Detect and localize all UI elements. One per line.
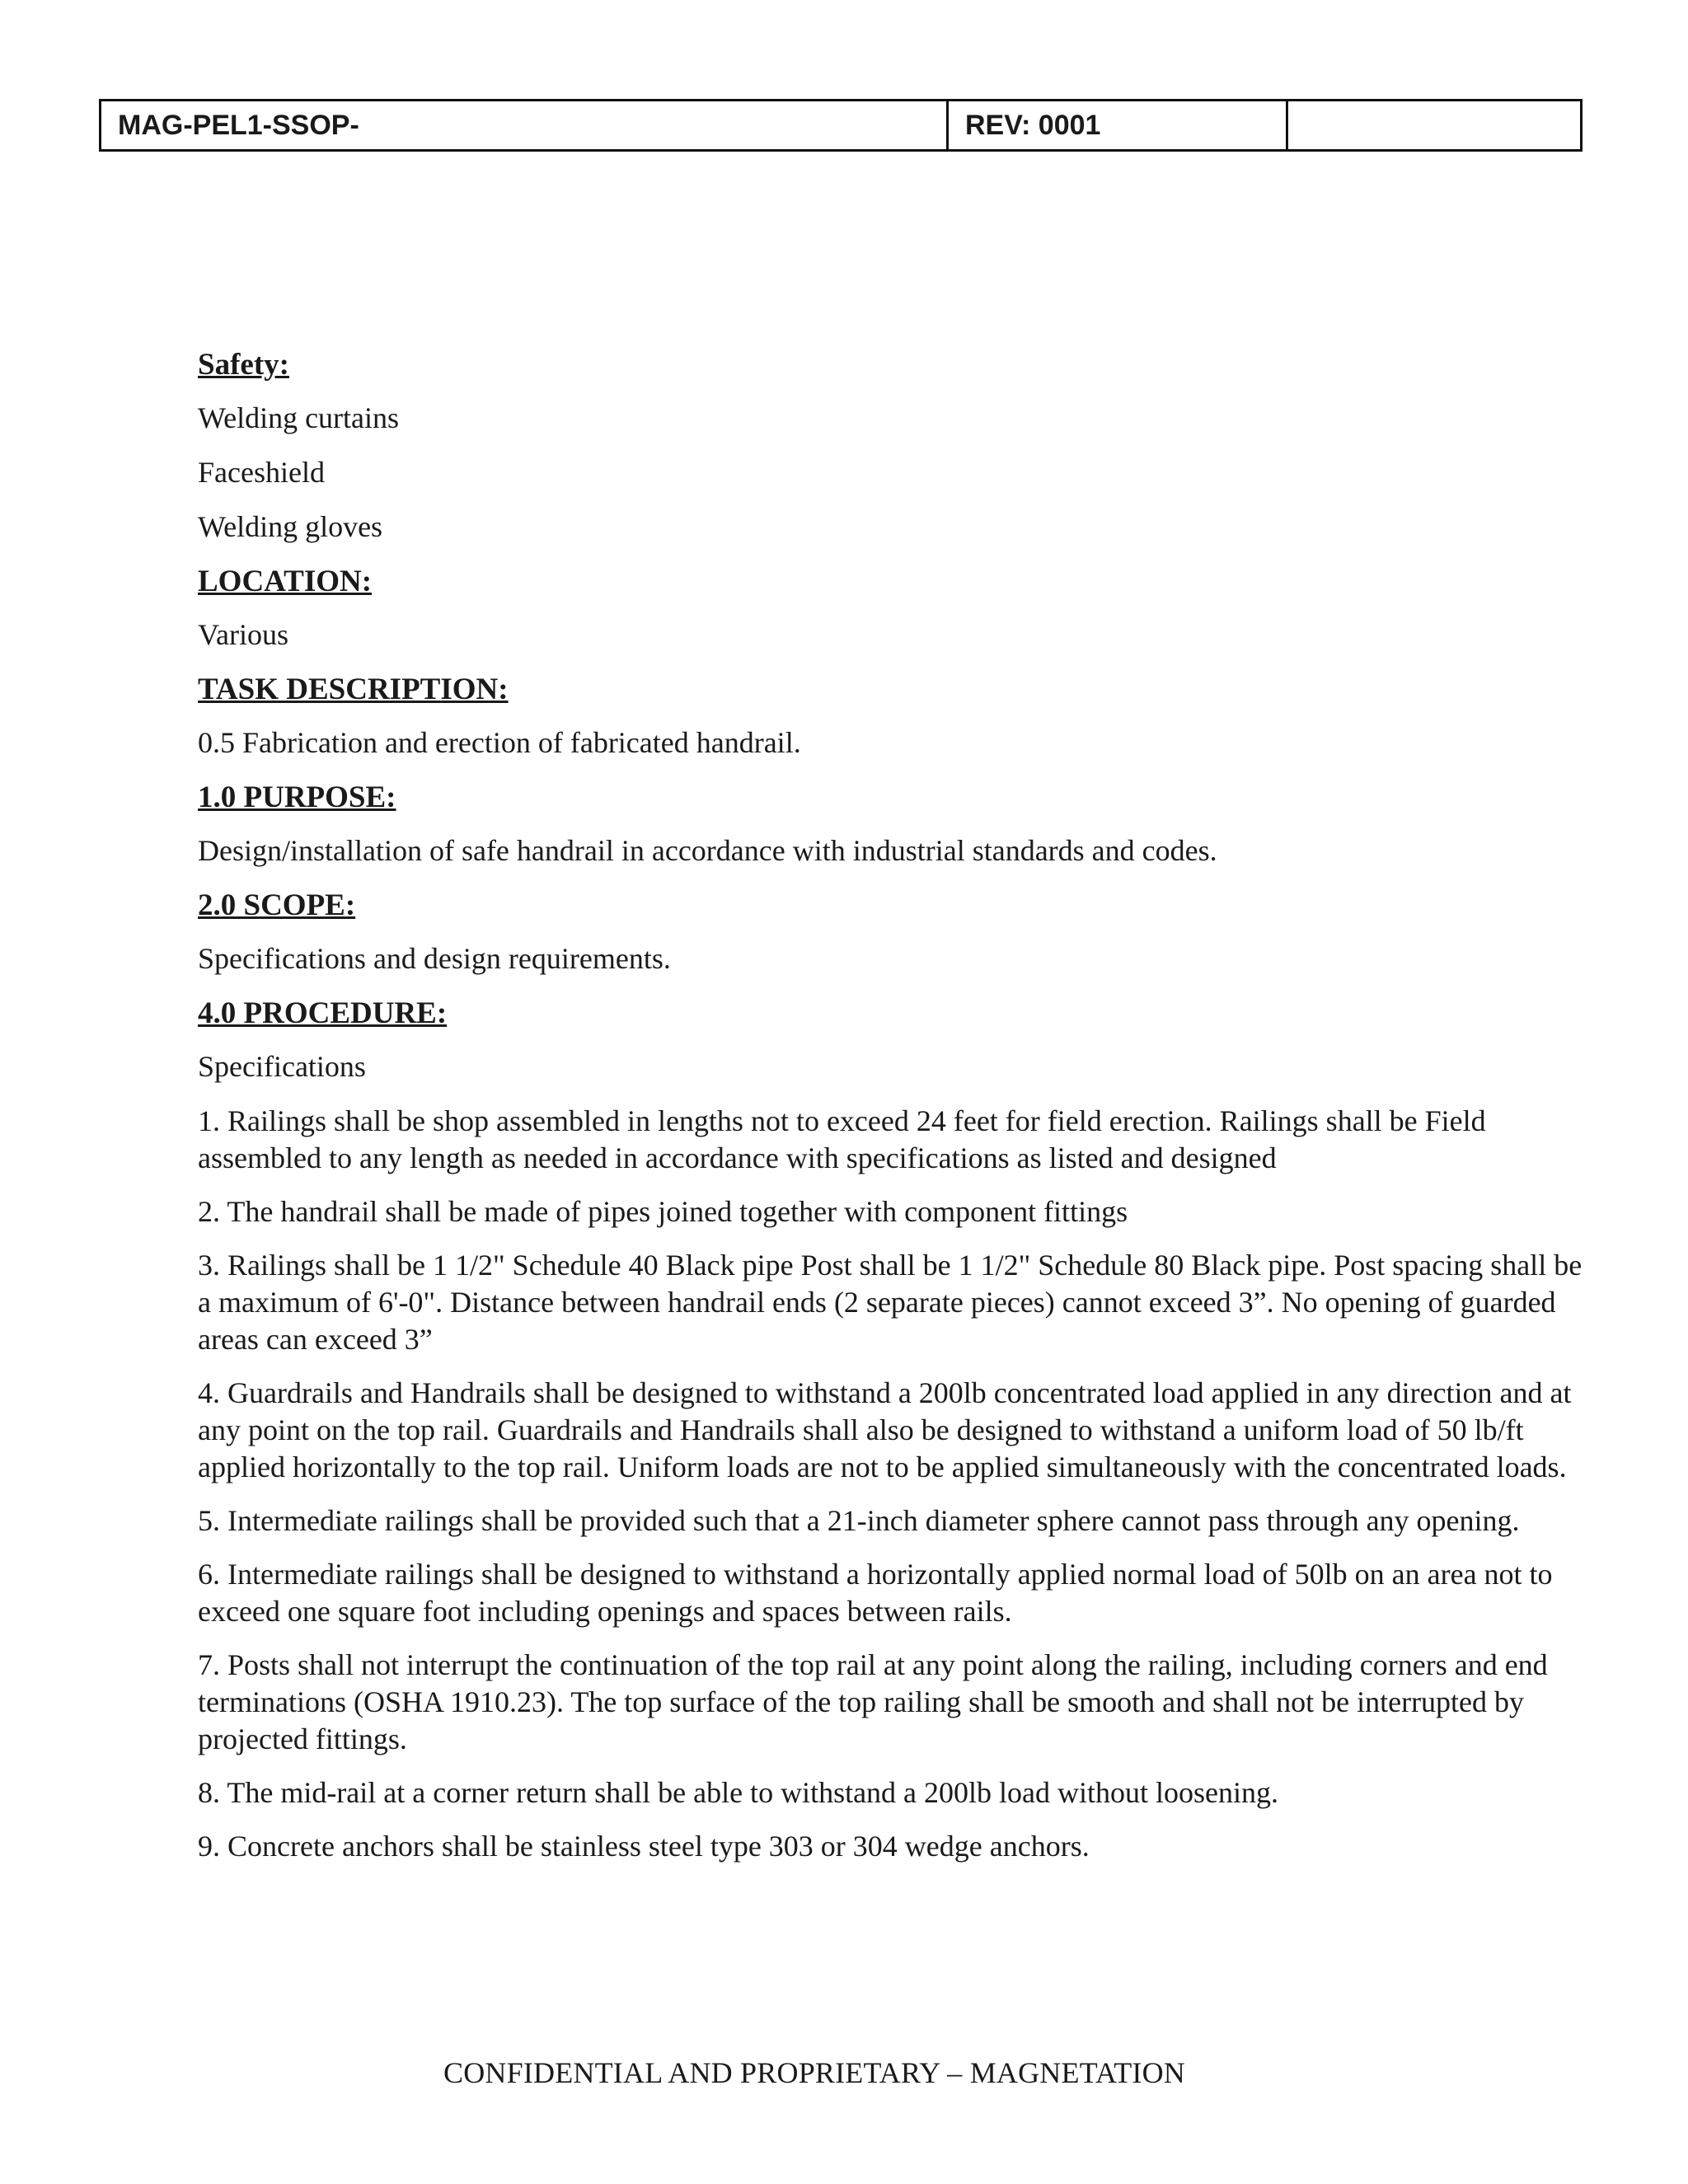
- purpose-heading: 1.0 PURPOSE:: [198, 780, 396, 814]
- task-description-value: 0.5 Fabrication and erection of fabricated handrail.: [198, 726, 801, 759]
- safety-heading: Safety:: [198, 348, 289, 382]
- blank-cell: [1288, 101, 1580, 149]
- scope-value: Specifications and design requirements.: [198, 942, 671, 975]
- revision-cell: REV: 0001: [949, 101, 1288, 149]
- location-heading: LOCATION:: [198, 565, 373, 598]
- scope-heading: 2.0 SCOPE:: [198, 888, 356, 922]
- document-id-cell: MAG-PEL1-SSOP-: [101, 101, 949, 149]
- safety-item: Welding curtains: [198, 401, 400, 434]
- procedure-item: 2. The handrail shall be made of pipes joined together with component fittings: [198, 1195, 1128, 1228]
- procedure-item: 5. Intermediate railings shall be provided such that a 21-inch diameter sphere cannot pass through any opening.: [198, 1504, 1520, 1537]
- safety-item: Faceshield: [198, 456, 325, 489]
- document-body: [198, 346, 1582, 1882]
- procedure-item: 9. Concrete anchors shall be stainless steel type 303 or 304 wedge anchors.: [198, 1830, 1090, 1863]
- document-header-table: [99, 99, 1582, 152]
- task-description-heading: TASK DESCRIPTION:: [198, 673, 509, 706]
- confidentiality-footer: CONFIDENTIAL AND PROPRIETARY – MAGNETATION: [443, 2056, 1185, 2089]
- procedure-intro: Specifications: [198, 1050, 366, 1083]
- location-value: Various: [198, 618, 288, 651]
- procedure-item: 4. Guardrails and Handrails shall be designed to withstand a 200lb concentrated load applied in any direction and at any point on the top rail. Guardrails and Handrails shall also be designed to withstand a uniform load of 50 lb/ft applied horizontally to the top rail. Uniform loads are not to be applied simultaneously with the concentrated loads.: [198, 1376, 1572, 1483]
- procedure-item: 8. The mid-rail at a corner return shall be able to withstand a 200lb load without loosening.: [198, 1776, 1279, 1809]
- procedure-item: 7. Posts shall not interrupt the continuation of the top rail at any point along the railing, including corners and end terminations (OSHA 1910.23). The top surface of the top railing shall be smooth and shall not be interrupted by projected fittings.: [198, 1648, 1548, 1755]
- procedure-heading: 4.0 PROCEDURE:: [198, 996, 448, 1030]
- procedure-item: 3. Railings shall be 1 1/2" Schedule 40 Black pipe Post shall be 1 1/2" Schedule 80 Black pipe. Post spacing shall be a maximum of 6'-0". Distance between handrail ends (2 separate pieces) cannot exceed 3”. No opening of guarded areas can exceed 3”: [198, 1249, 1582, 1356]
- procedure-item: 6. Intermediate railings shall be designed to withstand a horizontally applied normal load of 50lb on an area not to exceed one square foot including openings and spaces between rails.: [198, 1558, 1553, 1628]
- safety-item: Welding gloves: [198, 510, 383, 543]
- purpose-value: Design/installation of safe handrail in accordance with industrial standards and codes.: [198, 834, 1217, 867]
- procedure-item: 1. Railings shall be shop assembled in lengths not to exceed 24 feet for field erection. Railings shall be Field assembled to any length as needed in accordance with specifications as listed and designed: [198, 1104, 1486, 1174]
